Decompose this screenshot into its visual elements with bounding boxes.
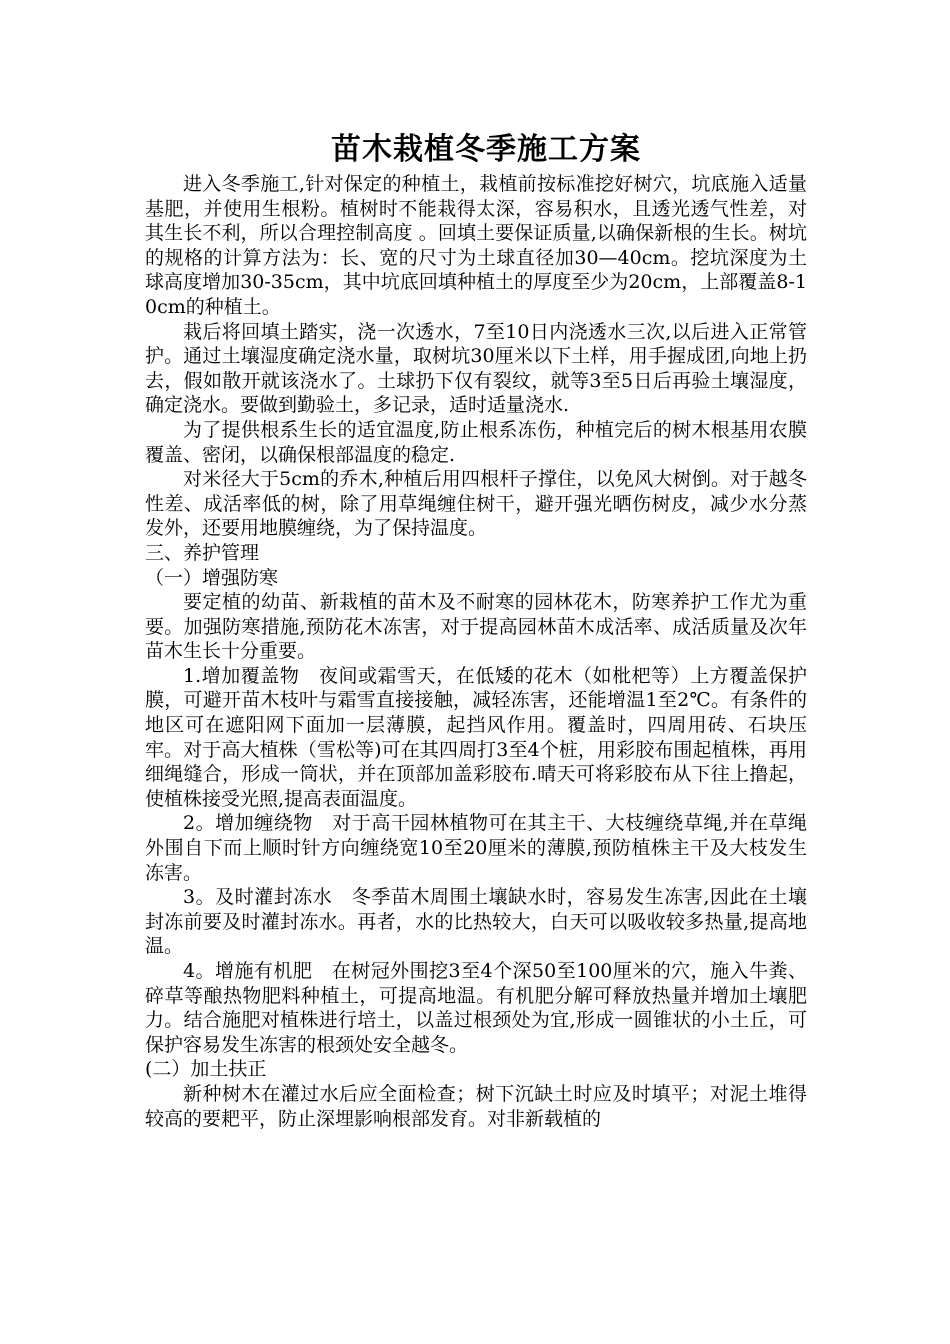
paragraph-winter-irrigation: 3。及时灌封冻水 冬季苗木周围土壤缺水时，容易发生冻害,因此在土壤封冻前要及时灌封冻水。再者，水的比热较大，白天可以吸收较多热量,提高地温。 — [145, 886, 807, 958]
paragraph-add-wrapping: 2。增加缠绕物 对于高干园林植物可在其主干、大枝缠绕草绳,并在草绳外围自下而上顺时针方向缠绕宽10至20厘米的薄膜,预防植株主干及大枝发生冻害。 — [145, 812, 807, 884]
subsection-heading-soil-straighten: (二）加土扶正 — [145, 1058, 267, 1081]
paragraph-tree-support: 对米径大于5cm的乔木,种植后用四根杆子撑住，以免风大树倒。对于越冬性差、成活率低的树，除了用草绳缠住树干，避开强光晒伤树皮，减少水分蒸发外，还要用地膜缠绕，为了保持温度。 — [145, 468, 807, 540]
paragraph-organic-fertilizer: 4。增施有机肥 在树冠外围挖3至4个深50至100厘米的穴，施入牛粪、碎草等酿热物肥料种植土，可提高地温。有机肥分解可释放热量并增加土壤肥力。结合施肥对植株进行培土，以盖过根颈处为宜,形成一圆锥状的小土丘，可保护容易发生冻害的根颈处安全越冬。 — [145, 960, 807, 1056]
paragraph-root-protection: 为了提供根系生长的适宜温度,防止根系冻伤，种植完后的树木根基用农膜覆盖、密闭，以确保根部温度的稳定. — [145, 418, 807, 466]
paragraph-add-covering: 1.增加覆盖物 夜间或霜雪天，在低矮的花木（如枇杷等）上方覆盖保护膜，可避开苗木枝叶与霜雪直接接触，减轻冻害，还能增温1至2℃。有条件的地区可在遮阳网下面加一层薄膜，起挡风作用。覆盖时，四周用砖、石块压牢。对于高大植株（雪松等)可在其四周打3至4个桩，用彩胶布围起植株，再用细绳缝合，形成一筒状，并在顶部加盖彩胶布.晴天可将彩胶布从下往上撸起，使植株接受光照,提高表面温度。 — [145, 664, 807, 810]
paragraph-watering: 栽后将回填土踏实，浇一次透水，7至10日内浇透水三次,以后进入正常管护。通过土壤湿度确定浇水量，取树坑30厘米以下土样，用手握成团,向地上扔去，假如散开就该浇水了。土球扔下仅有裂纹，就等3至5日后再验土壤湿度，确定浇水。要做到勤验土，多记录，适时适量浇水. — [145, 320, 807, 417]
document-title: 苗木栽植冬季施工方案 — [331, 132, 641, 167]
subsection-heading-cold-protection: （一）增强防寒 — [145, 566, 279, 589]
section-heading-maintenance: 三、养护管理 — [145, 541, 260, 564]
paragraph-soil-check: 新种树木在灌过水后应全面检查；树下沉缺土时应及时填平；对泥土堆得较高的要耙平，防止深埋影响根部发育。对非新载植的 — [145, 1082, 807, 1130]
paragraph-planting-prep: 进入冬季施工,针对保定的种植土，栽植前按标准挖好树穴，坑底施入适量基肥，并使用生根粉。植树时不能栽得太深，容易积水，且透光透气性差，对其生长不利，所以合理控制高度 。回填土要保证质量,以确保新根的生长。树坑的规格的计算方法为：长、宽的尺寸为土球直径加30—40cm。挖坑深度为土球高度增加30-35cm，其中坑底回填种植土的厚度至少为20cm，上部覆盖8-10cm的种植土。 — [145, 173, 807, 318]
paragraph-cold-protection-intro: 要定植的幼苗、新栽植的苗木及不耐寒的园林花木，防寒养护工作尤为重要。加强防寒措施,预防花木冻害，对于提高园林苗木成活率、成活质量及次年苗木生长十分重要。 — [145, 591, 807, 663]
document-page — [145, 128, 807, 1131]
